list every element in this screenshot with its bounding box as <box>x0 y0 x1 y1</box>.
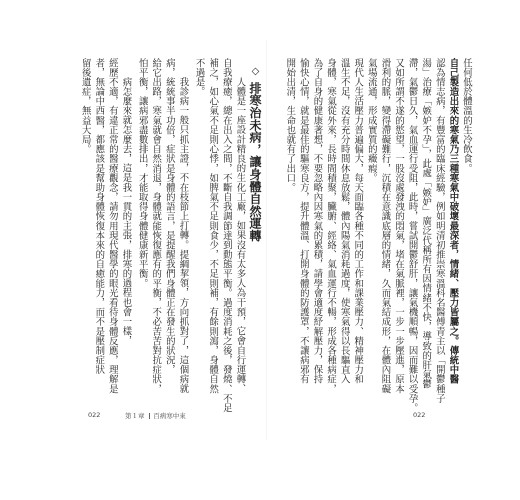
page-gutter <box>266 40 267 440</box>
text-column: 為了自身的健康著想，不要忽略內因寒氣的累積，請學會適度紓解壓力，保持 <box>311 58 323 385</box>
section-heading-text: 排寒治未病，讓身體自然運轉 <box>248 81 262 242</box>
text-column: 我診病一般只抓主證，不在枝節上打轉。提綱挈領，方向抓對了，這個病就 <box>177 77 189 394</box>
text-column: 滑利的脈，變得滯礙難行，沉積在意識底層的情緒，久而氣結成形，在體內阻礙 <box>379 58 391 394</box>
text-column: 給它出路，寒氣就會自然消退，身體就能恢復應有的平衡，不必苦苦對抗症狀， <box>150 58 162 394</box>
text-column: 自己製造出來的寒氣乃三種寒氣中破壞最深者，情緒、壓力皆屬之。傳統中醫 <box>447 58 459 385</box>
text-column: 愉快心情，就是最佳的驅寒良方，提升體溫、打開身體的防護罩，不讓病邪有 <box>297 58 309 385</box>
text-column: 經歷不適，有違正常的醫療觀念，請勿用現代醫學的眼光看待身體反應，理解是 <box>106 58 118 394</box>
text-column: 又如所謂不遂的慾望，一股沒處發洩的悶氣，堵在氣脈裡，一步一步壓進，原本 <box>393 58 405 394</box>
text-column: 任何低於體溫的生冷飲食。 <box>461 58 472 174</box>
running-head-separator <box>149 413 150 419</box>
text-column: 湯」治療「嫉妒不孕」，此處「嫉妒」廣泛代稱所有因情緒不快，導致的肝氣鬱 <box>420 58 432 389</box>
text-column: 者，無論中西醫，都應該是幫助身體恢復本來的自癒能力，而不是壓制症狀 <box>93 58 105 375</box>
left-page <box>79 58 262 413</box>
text-column: 現代人生活壓力普遍偏大，每天面臨各種不同的工作和課業壓力、精神壓力和 <box>352 58 364 385</box>
chapter-label: 第１章 <box>125 412 145 420</box>
text-column: 滯，氣鬱日久，氣血運行受阻，此時，嘗試開鬱舒肝，讓氣機順暢，因而難以受孕。 <box>406 58 418 413</box>
text-column: 氣場流通，形成實質的癥瘕。 <box>365 58 377 183</box>
page-number-right: 022 <box>413 411 426 419</box>
text-column: 自我療癒，總在出入之間，不斷自我調節達到動態平衡。過度消耗之後，發燒、不足 <box>220 58 232 413</box>
page-number-left: 022 <box>88 411 101 419</box>
text-column: 補之，如心氣不足則心悸，如脾氣不足則食少，不足則補，有餘則瀉，身體自然 <box>207 58 219 394</box>
text-column: 留後遺症，無益大局。 <box>79 58 91 154</box>
section-heading <box>248 58 262 242</box>
running-head <box>125 411 186 420</box>
text-column: 人體是一座設計精良的生化工廠，如果沒有太多人為干預，它會自行運轉、 <box>234 77 246 394</box>
text-column: 身體，寒氣從外來，長時間積聚，臟腑、經絡、氣血運行不暢，形成各種病症， <box>325 58 337 394</box>
text-column: 認為情志病，有豐富的臨床經驗，例如明清初推崇寒溫科名醫傅青主以「開鬱種子 <box>433 58 445 404</box>
text-column: 不過是。 <box>193 58 205 97</box>
text-column: 溫生不足，沒有充分時間休息放鬆，體內陽氣消耗過度，使寒氣得以長驅直入 <box>338 58 350 385</box>
text-column: 病怎麼來就怎麼去，這是我一貫的主張，排寒的過程也會一樣， <box>120 77 132 346</box>
text-column: 怕平衡，讓病邪盡數排出，才能取得身體健康新平衡。 <box>136 58 148 289</box>
text-column: 病，統統事半功倍，症狀是身體的語言，是提醒我們身體正在發生的狀況， <box>163 58 175 375</box>
diamond-icon: ◇ <box>250 66 261 78</box>
text-column: 開始出清，生命也就有了出口。 <box>284 58 296 193</box>
chapter-title: 百病寒中來 <box>153 412 186 420</box>
right-page <box>276 58 472 413</box>
